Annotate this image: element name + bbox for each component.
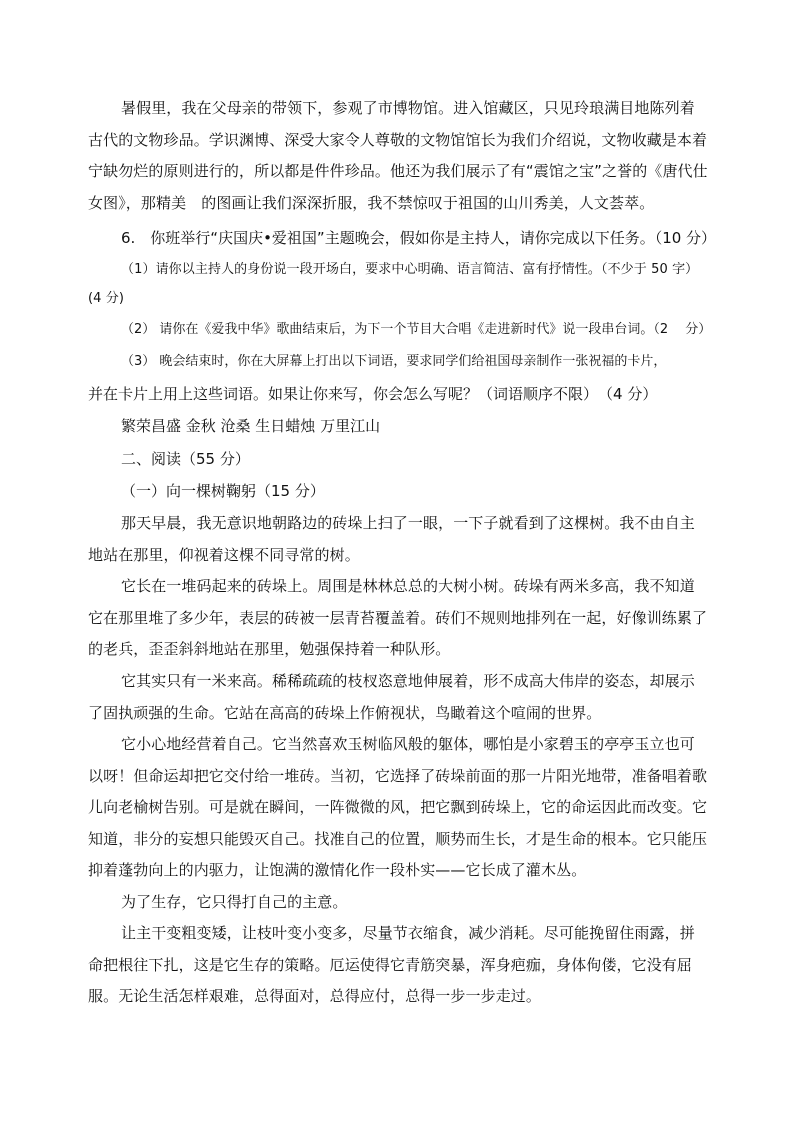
article-paragraph-3: 它其实只有一米来高。稀稀疏疏的枝杈恣意地伸展着，形不成高大伟岸的姿态，却展示了固执顽强的生命。它站在高高的砖垛上作俯视状，鸟瞰着这个喧闹的世界。 — [88, 672, 695, 722]
question-6-item-1: （1）请你以主持人的身份说一段开场白，要求中心明确、语言简洁、富有抒情性。（不少于 50 字）(4 分) — [88, 262, 699, 306]
article-paragraph-1: 那天早晨，我无意识地朝路边的砖垛上扫了一眼，一下子就看到了这棵树。我不由自主地站在那里，仰视着这棵不同寻常的树。 — [88, 514, 695, 564]
question-6-title: 6. 你班举行“庆国庆•爱祖国”主题晚会，假如你是主持人，请你完成以下任务。（10 分） — [121, 229, 717, 247]
question-6-item-2: （2） 请你在《爱我中华》歌曲结束后，为下一个节目大合唱《走进新时代》说一段串台词。（2 分） — [121, 322, 712, 337]
article-paragraph-4: 它小心地经营着自己。它当然喜欢玉树临风般的躯体，哪怕是小家碧玉的亭亭玉立也可以呀！但命运却把它交付给一堆砖。当初，它选择了砖垛前面的那一片阳光地带，准备唱着歌儿向老榆树告别。可是就在瞬间，一阵微微的风，把它飘到砖垛上，它的命运因此而改变。它知道，非分的妄想只能毁灭自己。找准自己的位置，顺势而生长，才是生命的根本。它只能压抑着蓬勃向上的内驱力，让饱满的激情化作一段朴实——它长成了灌木丛。 — [88, 735, 708, 879]
article-paragraph-5: 为了生存，它只得打自己的主意。 — [121, 893, 348, 911]
article-paragraph-2: 它长在一堆码起来的砖垛上。周围是林林总总的大树小树。砖垛有两米多高，我不知道它在那里堆了多少年，表层的砖被一层青苔覆盖着。砖们不规则地排列在一起，好像训练累了的老兵，歪歪斜斜地站在那里，勉强保持着一种队形。 — [88, 577, 708, 658]
article-paragraph-6: 让主干变粗变矮，让枝叶变小变多，尽量节衣缩食，减少消耗。尽可能挽留住雨露，拼命把根往下扎，这是它生存的策略。厄运使得它青筋突暴，浑身疤痂，身体佝偻，它没有屈服。无论生活怎样艰难，总得面对，总得应付，总得一步一步走过。 — [88, 924, 695, 1005]
passage-intro: 暑假里，我在父母亲的带领下，参观了市博物馆。进入馆藏区，只见玲琅满目地陈列着古代的文物珍品。学识渊博、深受大家令人尊敬的文物馆馆长为我们介绍说，文物收藏是本着宁缺勿烂的原则进行的，所以都是件件珍品。他还为我们展示了有“震馆之宝”之誉的《唐代仕女图》，那精美 的图画让我们深深折服，我不禁惊叹于祖国的山川秀美，人文荟萃。 — [88, 99, 708, 212]
question-6-word-list: 繁荣昌盛 金秋 沧桑 生日蜡烛 万里江山 — [121, 417, 381, 435]
question-6-item-3-line-2: 并在卡片上用上这些词语。如果让你来写，你会怎么写呢？（词语顺序不限） （4 分） — [88, 385, 658, 403]
section-2-subtitle: （一）向一棵树鞠躬（15 分） — [121, 482, 325, 500]
section-2-title: 二、阅读（55 分） — [121, 450, 250, 468]
question-6-item-3-line-1: （3） 晚会结束时，你在大屏幕上打出以下词语，要求同学们给祖国母亲制作一张祝福的卡片， — [121, 354, 667, 369]
